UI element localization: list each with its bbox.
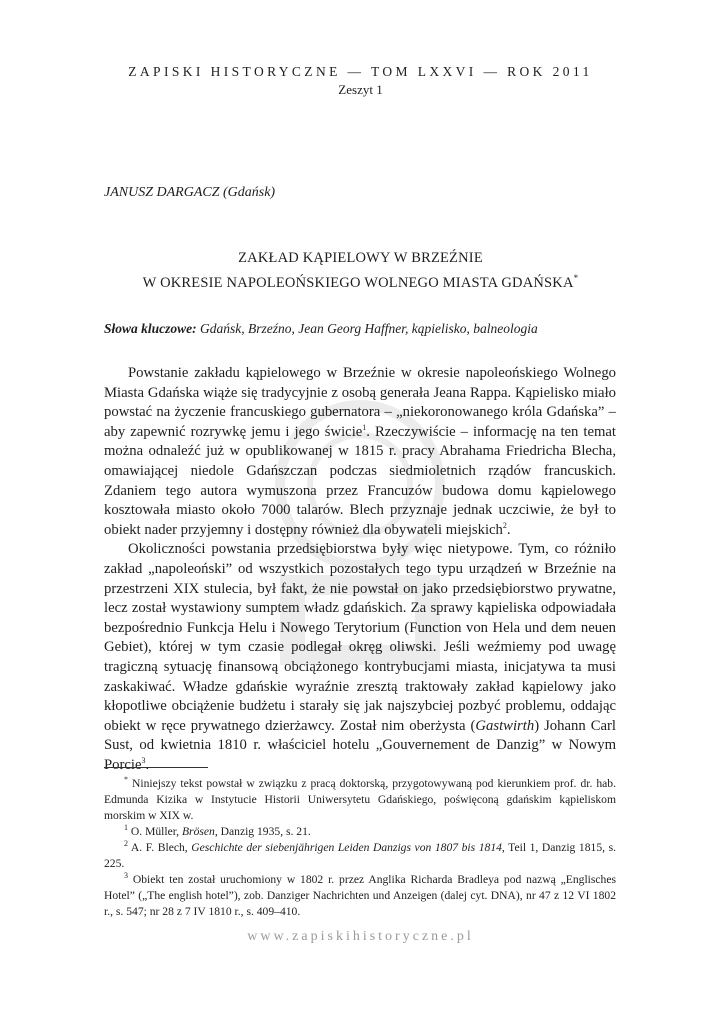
footnote-3-text: Obiekt ten został uruchomiony w 1802 r. przez Anglika Richarda Bradleya pod nazwą „Englisches Hotel” („The english hotel”), zob. Danziger Nachrichten und Anzeigen (dalej cyt. DNA), nr 47 z 12 VI 1802 r., s. 547; nr 28 z 7 IV 1810 r., s. 409–410. [104,873,616,918]
footnote-1-italic: Brösen [181,825,215,838]
footnotes [104,776,616,920]
paragraph-2-italic: Gastwirth [475,717,535,734]
paragraph-1-text-b: . Rzeczywiście – informację na ten temat można odnaleźć już w opublikowanej w 1815 r. pracy Abrahama Friedricha Blecha, omawiającej niedole Gdańszczan podczas siedmioletnich rządów francuskich. Zdaniem tego autora wymuszona przez Francuzów budowa domu kąpielowego kosztowała miasto około 7000 talarów. Blech przyznaje jednak uczciwie, że był to obiekt nader przyjemny i dostępny również dla obywateli miejskich [104,423,617,538]
paragraph-1 [104,364,616,540]
footnote-ref-2: 2 [502,520,507,530]
journal-website: www.zapiskihistoryczne.pl [247,929,474,944]
footnote-2-mark: 2 [124,839,128,849]
footnote-3-mark: 3 [124,871,128,881]
paragraph-1-text-c: . [506,521,511,538]
article-body [104,364,616,775]
paragraph-2-text-a: Okoliczności powstania przedsiębiorstwa były więc nietypowe. Tym, co różniło zakład „napoleoński” od wszystkich pozostałych tego typu urządzeń w Brzeźnie na przestrzeni XIX stulecia, był fakt, że nie powstał on jako przedsiębiorstwo prywatne, lecz został wystawiony sumptem władz gdańskich. Za sprawy kąpieliska odpowiadała bezpośrednio Funkcja Helu i Nowego Terytorium (Function von Hela und dem neuen Gebiet), której w tym czasie podlegał okręg oliwski. Jeśli weźmiemy pod uwagę tragiczną sytuację finansową obciążonego kontrybucjami miasta, inicjatywa ta musi zaskakiwać. Władze gdańskie wyraźnie zresztą traktowały zakład kąpielowy jako kłopotliwe obciążenie budżetu i starały się jak najszybciej pozbyć problemu, oddając obiekt w ręce prywatnego dzierżawcy. Został nim oberżysta ( [104,541,616,734]
paragraph-2 [104,540,616,775]
issue-number: Zeszyt 1 [338,82,383,97]
paragraph-2-text-c: . [145,756,150,773]
paragraph-1-text-a: Powstanie zakładu kąpielowego w Brzeźnie w okresie napoleońskiego Wolnego Miasta Gdańska wiąże się tradycyjnie z osobą generała Jeana Rappa. Kąpielisko miało powstać na życzenie francuskiego gubernatora – „niekoronowanego króla Gdańska” – aby zapewnić rozrywkę jemu i jego świcie [104,365,616,440]
footnote-3 [104,872,616,920]
footnote-1 [104,824,616,840]
title-line-2-text: W OKRESIE NAPOLEOŃSKIEGO WOLNEGO MIASTA GDAŃSKA [142,274,574,291]
footnote-2-text-a: A. F. Blech, [128,841,192,854]
paragraph-2-text-b: ) Johann Carl Sust, od kwietnia 1810 r. właściciel hotelu „Gouvernement de Danzig” w Nowym Porcie [104,717,616,773]
article-title [0,248,721,293]
footnote-ref-1: 1 [362,422,367,432]
keywords-label: Słowa kluczowe: [104,321,197,336]
title-footnote-mark: * [573,273,579,283]
footnote-1-mark: 1 [124,823,128,833]
footnote-ref-3: 3 [141,755,146,765]
footnote-1-text-b: , Danzig 1935, s. 21. [214,825,311,838]
title-line-2 [0,268,721,293]
footnote-2 [104,840,616,872]
footnote-star-mark: * [124,775,128,785]
footnote-2-italic: Geschichte der siebenjährigen Leiden Danzigs von 1807 bis 1814 [191,841,502,854]
footnote-2-text-b: , Teil 1, Danzig 1815, s. 225. [104,841,616,870]
footnote-star-text: Niniejszy tekst powstał w związku z pracą doktorską, przygotowywaną pod kierunkiem prof. dr. hab. Edmunda Kizika w Instytucie Historii Uniwersytetu Gdańskiego, poświęconą gdańskim kąpieliskom morskim w XIX w. [104,777,616,822]
author-name: JANUSZ DARGACZ (Gdańsk) [104,185,276,200]
keywords-text: Gdańsk, Brzeźno, Jean Georg Haffner, kąpielisko, balneologia [200,321,538,336]
footnote-star [104,776,616,824]
footnote-divider [104,767,208,768]
title-line-1: ZAKŁAD KĄPIELOWY W BRZEŹNIE [238,250,483,266]
journal-header: ZAPISKI HISTORYCZNE — TOM LXXVI — ROK 2011 [128,64,593,79]
footnote-1-text-a: O. Müller, [128,825,182,838]
keywords [104,320,624,338]
